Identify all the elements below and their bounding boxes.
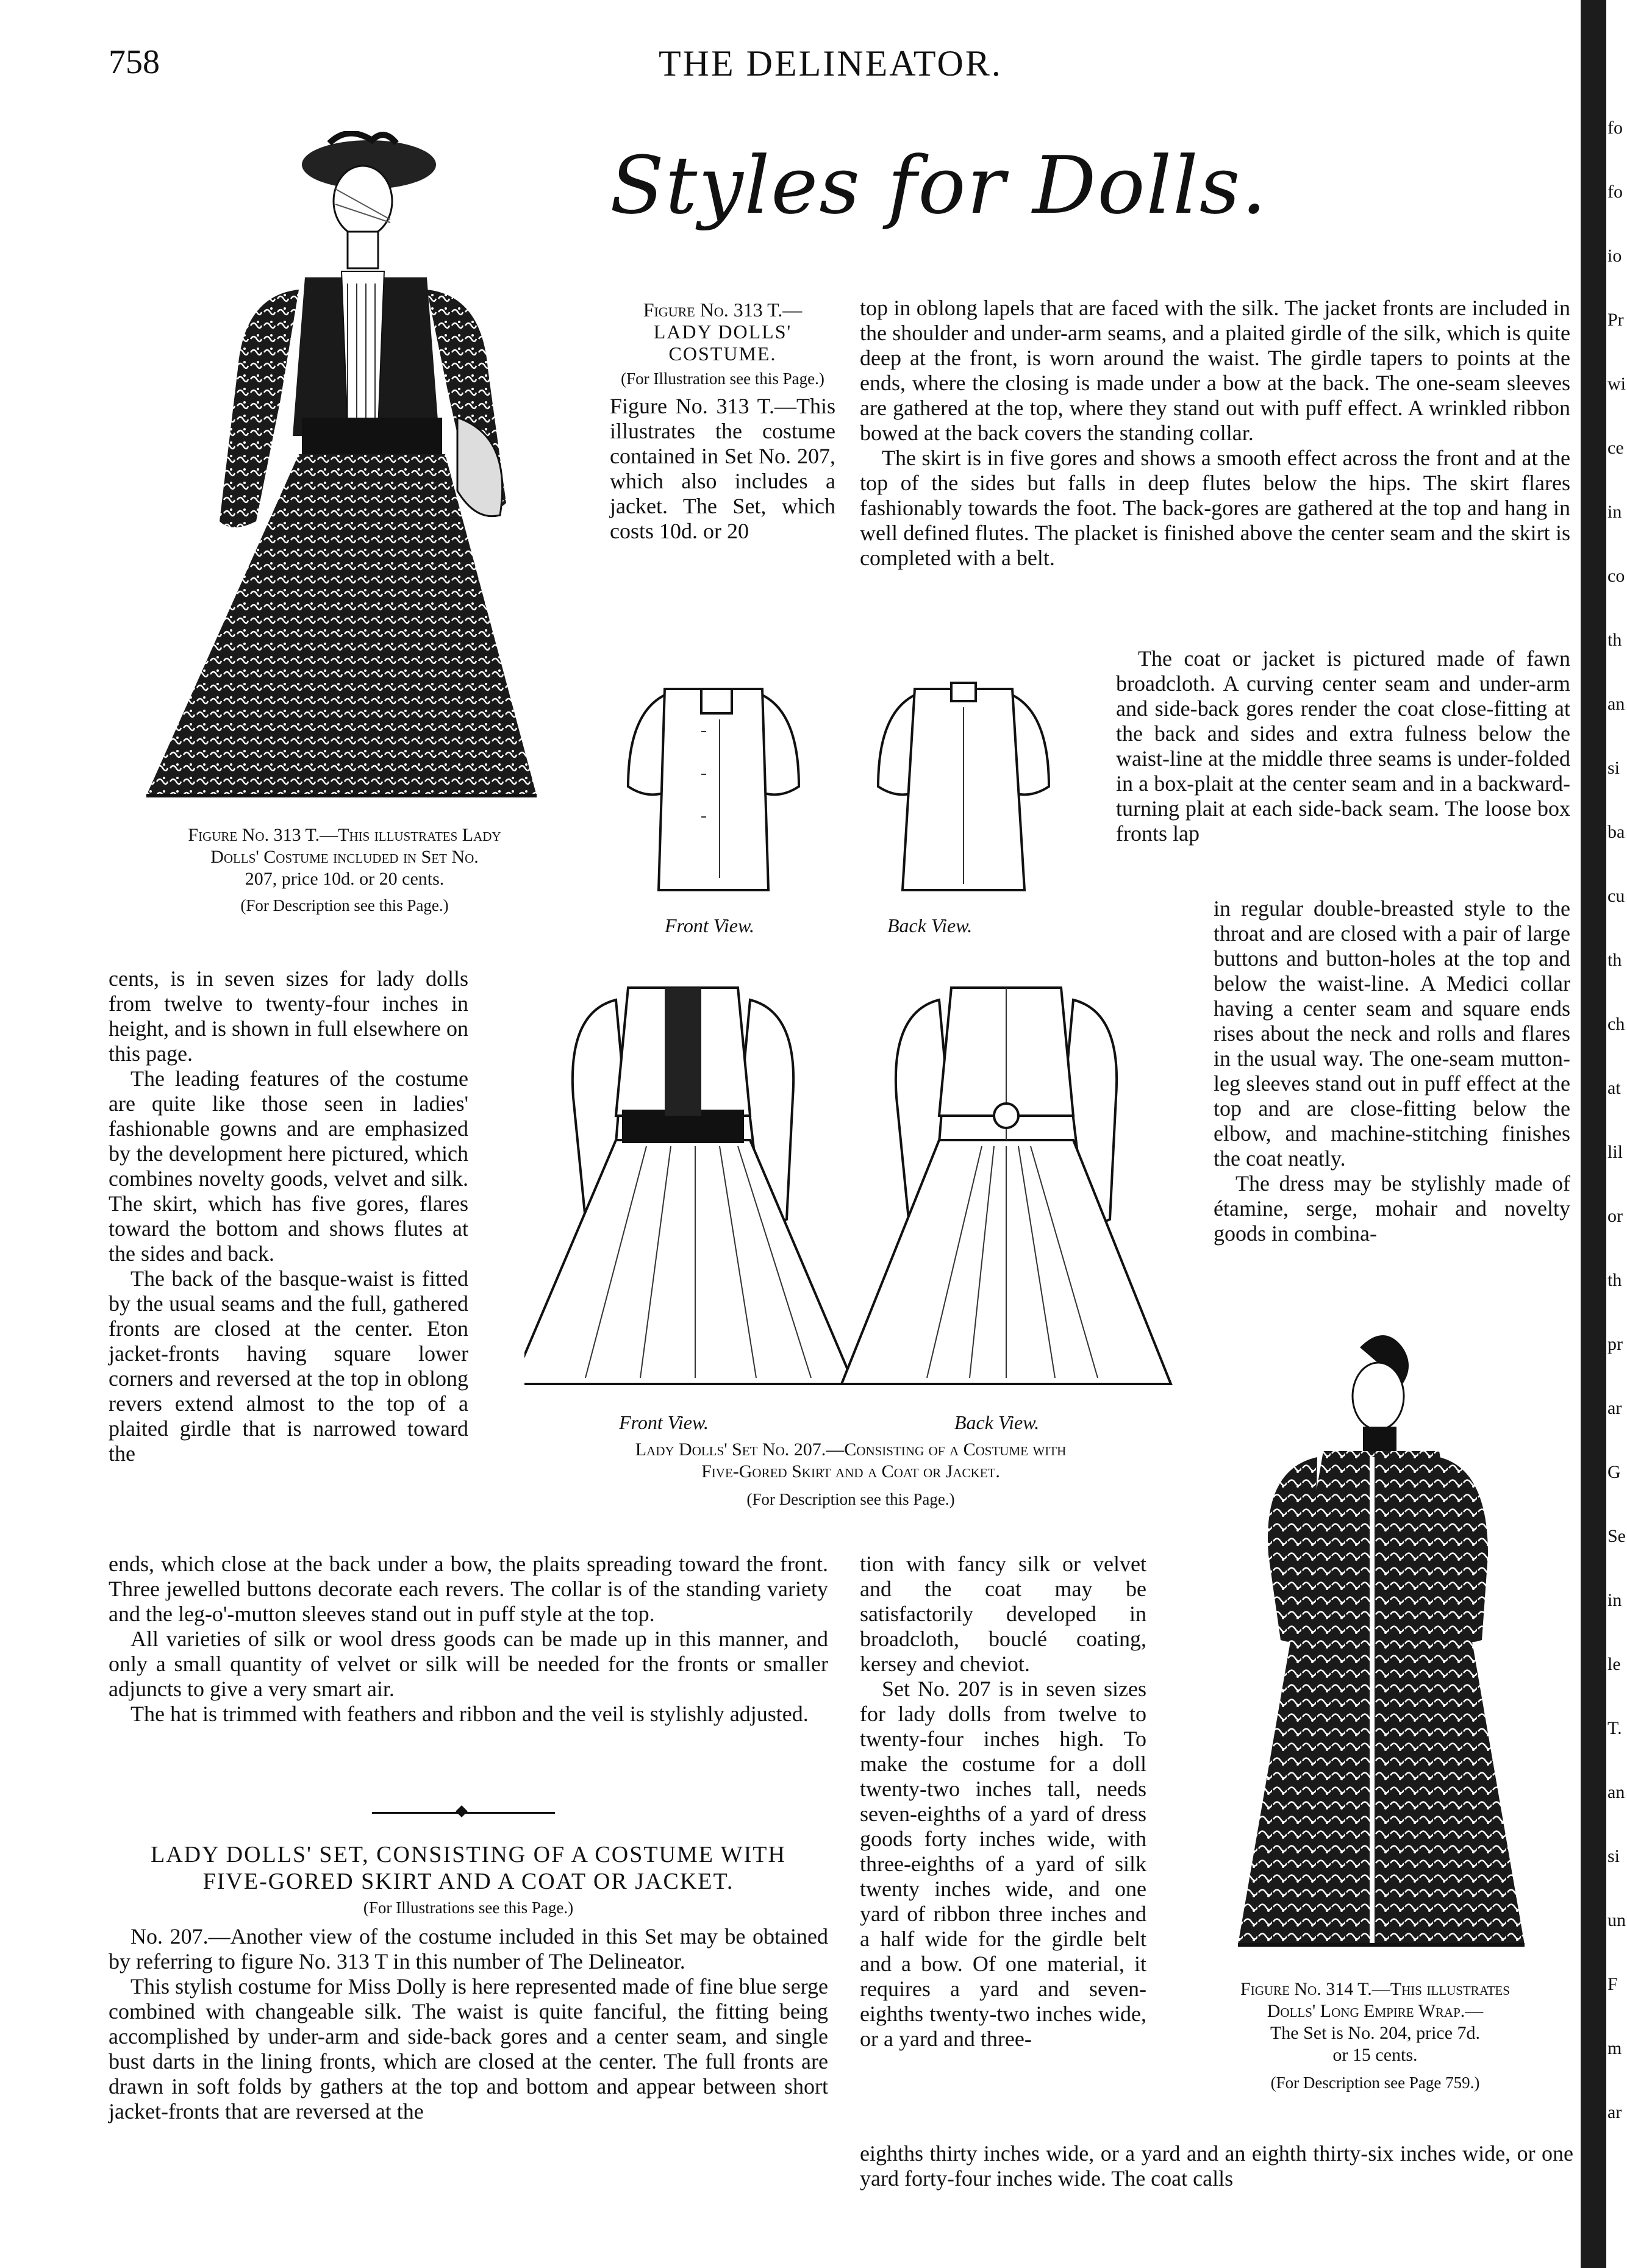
binding-gutter: [1581, 0, 1606, 2268]
paragraph: All varieties of silk or wool dress goods can be made up in this manner, and only a small quantity of velvet or silk will be needed for the fronts or smaller adjuncts to give a very smart air.: [109, 1627, 828, 1701]
paragraph: Figure No. 313 T.—This illustrates the costume contained in Set No. 207, which also includes a jacket. The Set, which costs 10d. or 20: [610, 394, 835, 543]
column3-coat-text-cont: [1214, 896, 1570, 1246]
edge-fragment: io: [1607, 246, 1622, 266]
caption-line: The Set is No. 204, price 7d.: [1270, 2023, 1481, 2043]
edge-fragment: ch: [1607, 1014, 1625, 1034]
edge-fragment: fo: [1607, 182, 1623, 202]
caption-line: Figure No. 313 T.—This illustrates Lady: [188, 825, 501, 845]
paragraph: in regular double-breasted style to the throat and are closed with a pair of large buttons and button-holes at the top and below the waist-line. A Medici collar having a center seam and square ends rises about the neck and rolls and flares in the usual way. The one-seam mutton-leg sleeves stand out in puff effect at the top and are close-fitting below the elbow, and machine-stitching finishes the coat neatly.: [1214, 896, 1570, 1171]
paragraph: top in oblong lapels that are faced with the silk. The jacket fronts are included in the shoulder and under-arm seams, and a plaited girdle of the silk, which is quite deep at the front, is worn around the waist. The girdle tapers to points at the ends, where the closing is made under a bow at the back. The one-seam sleeves are gathered at the top, where they stand out with puff effect. A wrinkled ribbon bowed at the back covers the standing collar.: [860, 296, 1570, 445]
edge-fragment: th: [1607, 950, 1622, 970]
column3-coat-text: [1116, 646, 1570, 846]
adjacent-page-fragments: [1607, 116, 1627, 2164]
edge-fragment: ba: [1607, 822, 1625, 842]
edge-fragment: fo: [1607, 118, 1623, 138]
jacket-front-label: Front View.: [665, 915, 754, 936]
edge-fragment: ar: [1607, 2102, 1622, 2122]
paragraph: Set No. 207 is in seven sizes for lady dolls from twelve to twenty-four inches high. To make the costume for a doll twenty-two inches tall, needs seven-eighths of a yard of dress goods forty inches wide, with three-eighths of a yard of silk twenty inches wide, and one yard of ribbon three inches and a half wide for the girdle belt and a bow. Of one material, it requires a yard and seven-eighths twenty-two inches wide, or a yard and three-: [860, 1677, 1146, 2051]
set-207-dress-views: [524, 963, 1183, 1402]
edge-fragment: si: [1607, 758, 1620, 778]
figure-314t-caption: [1174, 1978, 1576, 2093]
column2-top-text: [860, 296, 1570, 571]
edge-fragment: G: [1607, 1462, 1621, 1482]
edge-fragment: th: [1607, 630, 1622, 650]
set-article: [109, 1841, 828, 2124]
paragraph: The back of the basque-waist is fitted by the usual seams and the full, gathered fronts are closed at the center. Eton jacket-fronts having square lower corners and reversed at the top in oblong revers extend almost to the top of a plaited girdle that is narrowed toward the: [109, 1266, 468, 1466]
edge-fragment: un: [1607, 1910, 1626, 1930]
column1-text: [109, 966, 468, 1466]
caption-note: (For Description see Page 759.): [1270, 2074, 1480, 2092]
figure-313t-illustration: [128, 131, 549, 811]
paragraph: The dress may be stylishly made of étamine, serge, mohair and novelty goods in combina-: [1214, 1171, 1570, 1246]
edge-fragment: co: [1607, 566, 1625, 586]
edge-fragment: in: [1607, 1590, 1622, 1610]
column1-wide-text: [109, 1552, 828, 1727]
article-heading: FIVE-GORED SKIRT AND A COAT OR JACKET.: [202, 1869, 734, 1894]
edge-fragment: T.: [1607, 1718, 1622, 1738]
article-note: (For Illustrations see this Page.): [363, 1899, 574, 1917]
divider-ornament: [456, 1805, 468, 1817]
edge-fragment: wi: [1607, 374, 1626, 394]
paragraph: The leading features of the costume are quite like those seen in ladies' fashionable gowns and are emphasized by the development here pictured, which combines novelty goods, velvet and silk. The skirt, which has five gores, flares toward the bottom and shows flutes at the sides and back.: [109, 1066, 468, 1266]
paragraph: This stylish costume for Miss Dolly is here represented made of fine blue serge combined with changeable silk. The waist is quite fanciful, the fitting being accomplished by under-arm and side-back gores and a center seam, and single bust darts in the lining fronts, which are closed at the center. The full fronts are drawn in soft folds by gathers at the top and bottom and appear between short jacket-fronts that are reversed at the: [109, 1974, 828, 2124]
edge-fragment: le: [1607, 1654, 1621, 1674]
dress-back-label: Back View.: [954, 1411, 1040, 1433]
caption-note: (For Description see this Page.): [746, 1490, 955, 1508]
edge-fragment: or: [1607, 1206, 1623, 1226]
edge-fragment: m: [1607, 2038, 1622, 2058]
dress-front-label: Front View.: [619, 1411, 709, 1433]
edge-fragment: Se: [1607, 1526, 1626, 1546]
paragraph: The coat or jacket is pictured made of fawn broadcloth. A curving center seam and under-arm and side-back gores render the coat close-fitting at the back and sides and extra fulness below the waist-line at the middle three seams is under-folded in a box-plait at the center seam and in a backward-turning plait at each side-back seam. The loose box fronts lap: [1116, 646, 1570, 846]
column2-bottom-text: [860, 1552, 1146, 2052]
edge-fragment: an: [1607, 694, 1625, 714]
figure-313t-article: [610, 299, 835, 544]
set-207-caption: [506, 1439, 1195, 1510]
set-207-jacket-views: [616, 671, 1104, 933]
figure-314t-illustration: [1214, 1329, 1579, 1963]
page-number: 758: [109, 43, 160, 81]
paragraph: tion with fancy silk or velvet and the coat may be satisfactorily developed in broadcloth, bouclé coating, kersey and cheviot.: [860, 1552, 1146, 1676]
edge-fragment: ar: [1607, 1398, 1622, 1418]
edge-fragment: cu: [1607, 886, 1625, 906]
paragraph: ends, which close at the back under a bow, the plaits spreading toward the front. Three jewelled buttons decorate each revers. The collar is of the standing variety and the leg-o'-mutton sleeves stand out in puff style at the top.: [109, 1552, 828, 1626]
edge-fragment: at: [1607, 1078, 1621, 1098]
caption-line: Dolls' Costume included in Set No.: [210, 847, 479, 867]
page-title: Styles for Dolls.: [610, 139, 1268, 232]
paragraph: cents, is in seven sizes for lady dolls from twelve to twenty-four inches in height, and is shown in full elsewhere on this page.: [109, 966, 468, 1066]
paragraph: The skirt is in five gores and shows a smooth effect across the front and at the top of the sides but falls in deep flutes below the hips. The skirt flares fashionably towards the foot. The back-gores are gathered at the top and hang in well defined flutes. The placket is finished above the center seam and the skirt is completed with a belt.: [860, 446, 1570, 570]
caption-line: 207, price 10d. or 20 cents.: [245, 869, 445, 889]
jacket-back-label: Back View.: [887, 915, 973, 936]
caption-line: Figure No. 314 T.—This illustrates: [1240, 1979, 1510, 1999]
caption-line: Dolls' Long Empire Wrap.—: [1267, 2001, 1484, 2021]
edge-fragment: lil: [1607, 1142, 1623, 1162]
running-title: THE DELINEATOR.: [659, 43, 1003, 84]
caption-line: or 15 cents.: [1332, 2045, 1418, 2065]
edge-fragment: pr: [1607, 1334, 1623, 1354]
edge-fragment: ce: [1607, 438, 1624, 458]
edge-fragment: th: [1607, 1270, 1622, 1290]
article-note: (For Illustration see this Page.): [621, 369, 824, 388]
caption-note: (For Description see this Page.): [240, 896, 449, 915]
article-heading: Figure No. 313 T.—: [643, 299, 803, 321]
edge-fragment: in: [1607, 502, 1622, 522]
edge-fragment: si: [1607, 1846, 1620, 1866]
caption-line: Five-Gored Skirt and a Coat or Jacket.: [701, 1461, 1000, 1482]
edge-fragment: F: [1607, 1974, 1618, 1994]
paragraph: eighths thirty inches wide, or a yard and an eighth thirty-six inches wide, or one yard forty-four inches wide. The coat calls: [860, 2141, 1573, 2191]
paragraph: The hat is trimmed with feathers and ribbon and the veil is stylishly adjusted.: [131, 1702, 809, 1726]
figure-313t-caption: [104, 824, 585, 916]
article-heading: LADY DOLLS': [653, 321, 792, 343]
edge-fragment: Pr: [1607, 310, 1624, 330]
article-heading: COSTUME.: [668, 343, 777, 365]
edge-fragment: an: [1607, 1782, 1625, 1802]
article-heading: LADY DOLLS' SET, CONSISTING OF A COSTUME WITH: [151, 1842, 786, 1867]
bottom-wide-text: [860, 2141, 1573, 2191]
paragraph: No. 207.—Another view of the costume included in this Set may be obtained by referring to figure No. 313 T in this number of The Delineator.: [109, 1924, 828, 1974]
caption-line: Lady Dolls' Set No. 207.—Consisting of a Costume with: [635, 1439, 1067, 1460]
